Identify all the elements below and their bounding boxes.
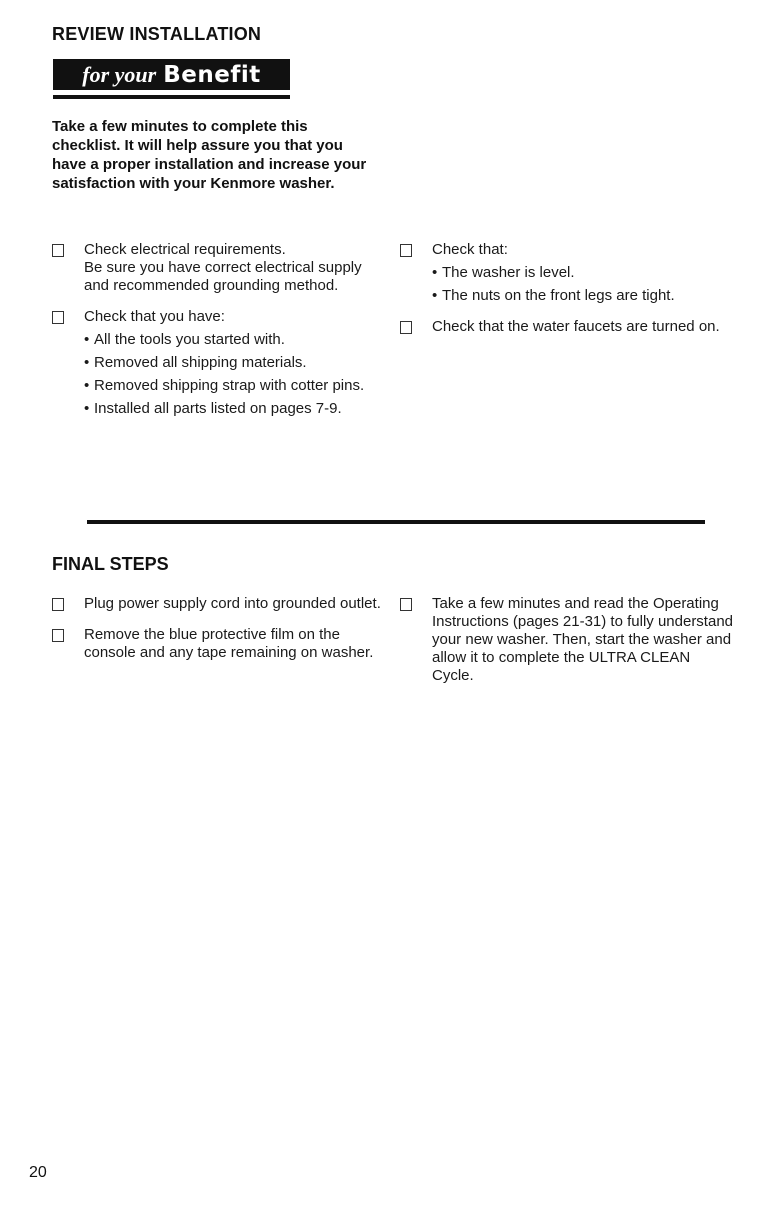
checklist-item-water-faucets	[400, 318, 735, 336]
banner-underline	[53, 95, 290, 99]
checklist-item-check-that	[400, 241, 735, 305]
checkbox-icon[interactable]	[52, 629, 64, 642]
banner-for-your: for your	[82, 61, 157, 87]
checkbox-icon[interactable]	[52, 311, 64, 324]
bullet-item: • The washer is level.	[432, 264, 735, 282]
checklist-item-check-that-you-have	[52, 308, 382, 418]
section-divider	[87, 520, 705, 524]
for-your-benefit-banner	[53, 59, 290, 103]
bullet-list	[432, 264, 735, 305]
bullet-list	[84, 331, 382, 418]
checklist-item-text: Check electrical requirements.	[84, 241, 286, 258]
bullet-item: • Removed all shipping materials.	[84, 354, 382, 372]
checklist-item-electrical	[52, 241, 382, 295]
checklist-item-detail: Be sure you have correct electrical supply and recommended grounding method.	[84, 259, 362, 294]
checklist-item-text: Check that the water faucets are turned on.	[432, 318, 720, 335]
bullet-item: • The nuts on the front legs are tight.	[432, 287, 735, 305]
final-steps-right	[400, 595, 735, 698]
final-steps-title: FINAL STEPS	[52, 554, 169, 574]
final-step-text: Remove the blue protective film on the console and any tape remaining on washer.	[84, 626, 374, 661]
bullet-item: • Removed shipping strap with cotter pins.	[84, 377, 382, 395]
banner-benefit: Benefit	[163, 61, 261, 88]
final-steps-left	[52, 595, 382, 675]
benefit-box	[53, 59, 290, 90]
final-step-text: Plug power supply cord into grounded outlet.	[84, 595, 381, 612]
final-step-remove-film	[52, 626, 382, 662]
page-title: REVIEW INSTALLATION	[52, 24, 262, 44]
checkbox-icon[interactable]	[400, 598, 412, 611]
checklist-item-text: Check that:	[432, 241, 508, 258]
final-step-plug-cord	[52, 595, 382, 613]
checkbox-icon[interactable]	[52, 598, 64, 611]
checklist-item-text: Check that you have:	[84, 308, 225, 325]
final-step-read-instructions	[400, 595, 735, 685]
review-checklist-left	[52, 241, 382, 431]
checkbox-icon[interactable]	[400, 244, 412, 257]
bullet-item: • All the tools you started with.	[84, 331, 382, 349]
bullet-item: • Installed all parts listed on pages 7-9.	[84, 400, 382, 418]
review-checklist-right	[400, 241, 735, 349]
checkbox-icon[interactable]	[52, 244, 64, 257]
final-step-text: Take a few minutes and read the Operating Instructions (pages 21-31) to fully understand your new washer. Then, start the washer and allow it to complete the ULTRA CLEAN Cycle.	[432, 595, 734, 684]
checkbox-icon[interactable]	[400, 321, 412, 334]
page-number: 20	[29, 1164, 47, 1181]
intro-text: Take a few minutes to complete this checklist. It will help assure you that you have a proper installation and increase your satisfaction with your Kenmore washer.	[52, 118, 367, 192]
